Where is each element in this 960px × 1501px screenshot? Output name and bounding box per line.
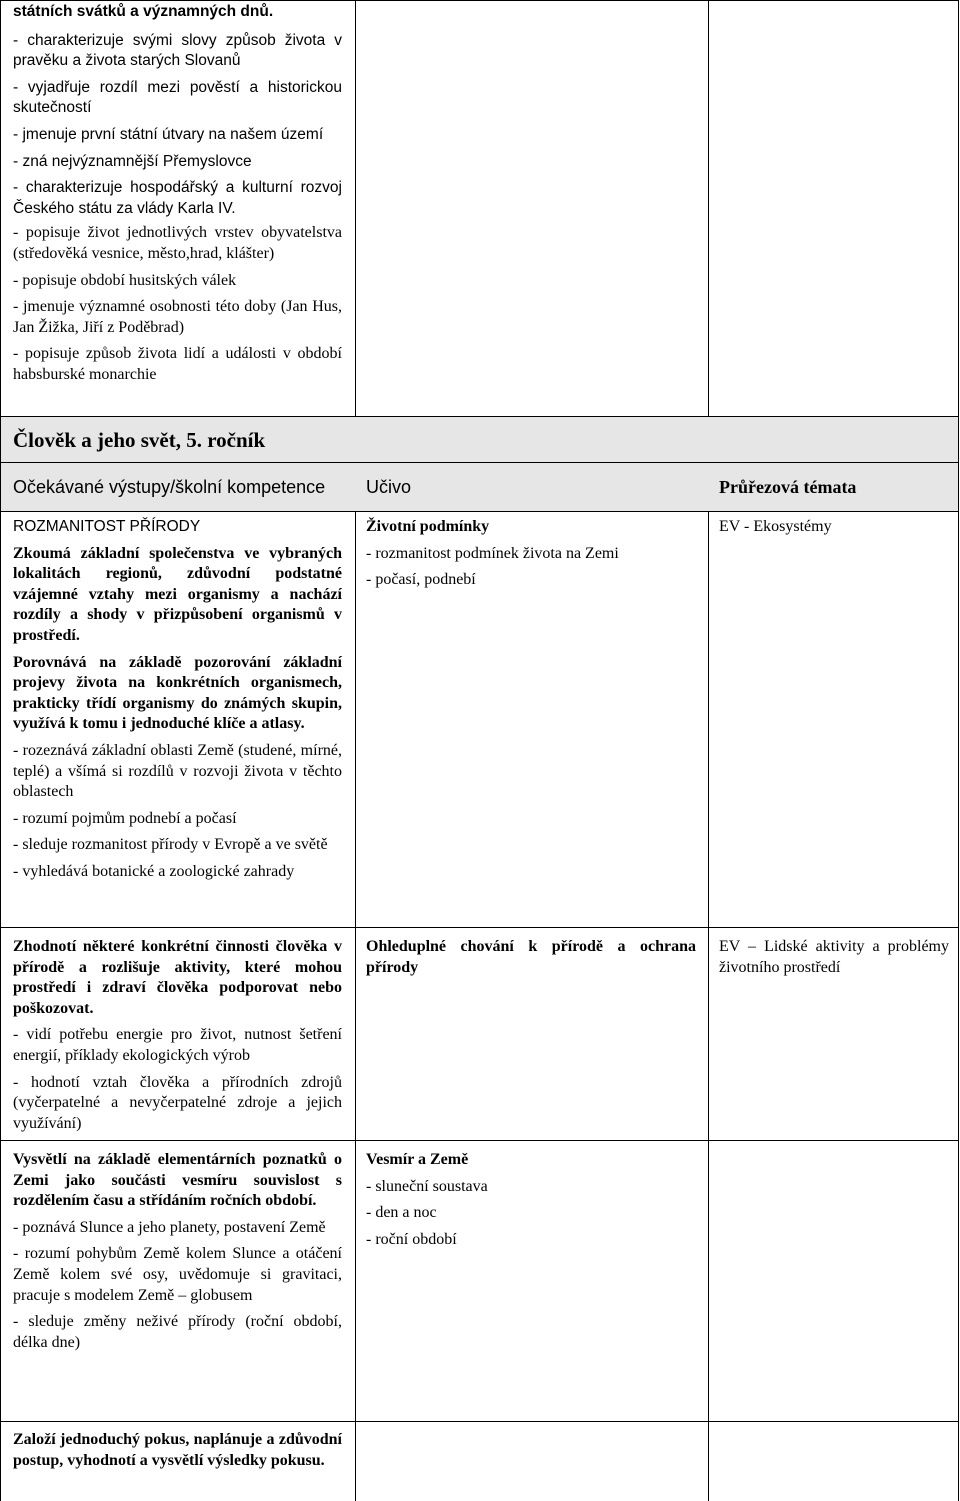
curriculum-item: - počasí, podnebí [366,571,476,589]
row-divider [0,0,959,1]
outcome-bold: Založí jednoduchý pokus, naplánuje a zdůvodní postup, vyhodnotí a vysvětlí výsledky pokusu. [13,1431,342,1469]
column-divider-1b [355,511,356,1501]
row-divider [0,511,959,512]
top-line: - zná nejvýznamnější Přemyslovce [13,152,252,170]
top-line: - popisuje život jednotlivých vrstev obyvatelstva (středověká vesnice, město,hrad, klášter) [13,224,342,262]
outcome-bold: Vysvětlí na základě elementárních poznatků o Zemi jako součásti vesmíru souvislost s rozdělením času a střídáním ročních období. [13,1151,342,1210]
table-border-right [958,0,959,1501]
row-divider [0,1421,959,1422]
outcomes-cell [13,1430,342,1477]
header-curriculum: Učivo [366,477,412,497]
top-line: - popisuje období husitských válek [13,271,237,289]
curriculum-cell [366,517,696,597]
curriculum-item: - rozmanitost podmínek života na Zemi [366,544,619,562]
curriculum-item: - sluneční soustava [366,1177,488,1195]
top-line: - jmenuje první státní útvary na našem území [13,125,324,143]
top-line: - jmenuje významné osobnosti této doby (Jan Hus, Jan Žižka, Jiří z Poděbrad) [13,298,342,336]
column-divider-2 [708,0,709,417]
row-divider [0,462,959,463]
outcome-item: - rozumí pojmům podnebí a počasí [13,809,237,827]
topics-cell [719,937,949,984]
header-outcomes: Očekávané výstupy/školní kompetence [13,477,326,497]
outcome-item: - sleduje rozmanitost přírody v Evropě a ve světě [13,836,328,854]
top-line: - charakterizuje svými slovy způsob života v pravěku a života starých Slovanů [13,31,342,70]
outcome-item: - rozeznává základní oblasti Země (studené, mírné, teplé) a všímá si rozdílů v rozvoji života v těchto oblastech [13,741,342,801]
column-divider-1 [355,0,356,417]
outcome-item: - vidí potřebu energie pro život, nutnost šetření energií, příklady ekologických výrob [13,1026,342,1064]
row-divider [0,416,959,417]
top-line: - charakterizuje hospodářský a kulturní rozvoj Českého státu za vlády Karla IV. [13,179,342,217]
outcomes-heading: ROZMANITOST PŘÍRODY [13,518,201,535]
curriculum-item: - den a noc [366,1204,437,1222]
outcome-item: - hodnotí vztah člověka a přírodních zdrojů (vyčerpatelné a nevyčerpatelné zdroje a jejich využívání) [13,1073,342,1132]
topics-text: EV – Lidské aktivity a problémy životního prostředí [719,938,949,976]
section-title: Člověk a jeho svět, 5. ročník [13,428,266,452]
header-cross-topics: Průřezová témata [719,477,857,497]
topics-text: EV - Ekosystémy [719,518,832,535]
curriculum-cell [366,1150,696,1256]
outcome-item: - poznává Slunce a jeho planety, postavení Země [13,1218,326,1236]
curriculum-cell [366,937,696,984]
outcomes-cell [13,1150,342,1359]
top-line: státních svátků a významných dnů. [13,3,274,20]
outcomes-cell [13,517,342,889]
outcome-item: - sleduje změny neživé přírody (roční období, délka dne) [13,1313,342,1351]
curriculum-heading: Vesmír a Země [366,1151,469,1168]
top-outcomes-cell [13,2,342,392]
curriculum-item: - roční období [366,1230,457,1248]
outcome-item: - vyhledává botanické a zoologické zahrady [13,862,295,880]
column-divider-2b [708,511,709,1501]
table-border-left [0,0,1,1501]
row-divider [0,927,959,928]
outcome-item: - rozumí pohybům Země kolem Slunce a otáčení Země kolem své osy, uvědomuje si gravitaci, pracuje s modelem Země – globusem [13,1245,342,1304]
outcome-bold: Zkoumá základní společenstva ve vybraných lokalitách regionů, zdůvodní podstatné vzájemné vztahy mezi organismy a nachází rozdíly a shody v přizpůsobení organismů v prostředí. [13,544,342,644]
top-line: - vyjadřuje rozdíl mezi pověstí a historickou skutečností [13,78,342,117]
outcomes-cell [13,937,342,1140]
curriculum-heading: Životní podmínky [366,518,490,535]
outcome-bold: Porovnává na základě pozorování základní projevy života na konkrétních organismech, prakticky třídí organismy do známých skupin, využívá k tomu i jednoduché klíče a atlasy. [13,653,342,733]
curriculum-heading: Ohleduplné chování k přírodě a ochrana přírody [366,938,696,976]
topics-cell [719,517,949,544]
outcome-bold: Zhodnotí některé konkrétní činnosti člověka v přírodě a rozlišuje aktivity, které mohou prostředí i zdraví člověka podporovat nebo poškozovat. [13,938,342,1017]
top-line: - popisuje způsob života lidí a události v období habsburské monarchie [13,345,342,383]
